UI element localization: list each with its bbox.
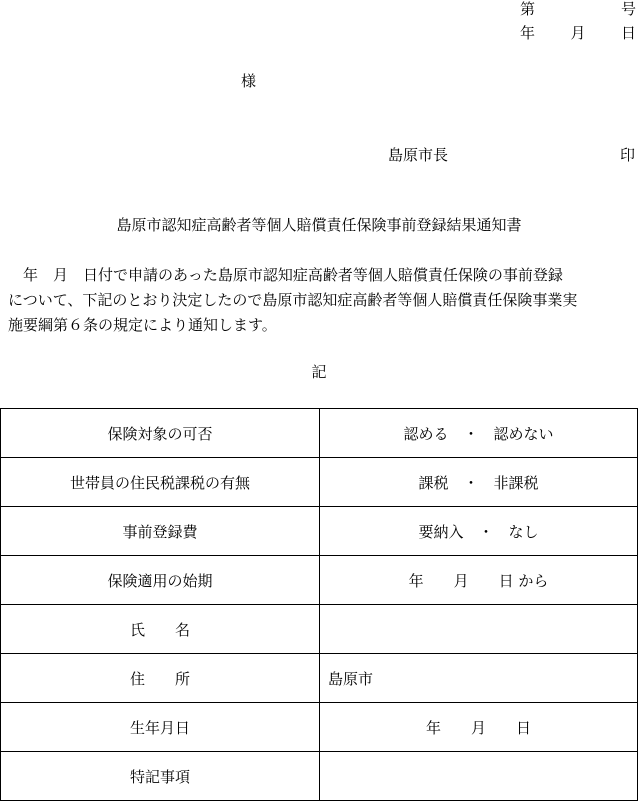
row-value: 認める ・ 認めない: [320, 409, 638, 458]
row-label: 住 所: [1, 654, 320, 703]
row-label: 事前登録費: [1, 507, 320, 556]
row-value: 要納入 ・ なし: [320, 507, 638, 556]
recipient-honorific: 様: [241, 72, 257, 90]
table-row: [1, 752, 638, 801]
date-day: 日: [620, 24, 636, 42]
number-prefix: 第: [520, 0, 536, 18]
row-value: 課税 ・ 非課税: [320, 458, 638, 507]
row-label: 世帯員の住民税課税の有無: [1, 458, 320, 507]
row-value: 年 月 日: [320, 703, 638, 752]
row-label: 生年月日: [1, 703, 320, 752]
issue-date-line: [520, 24, 636, 42]
row-label: 保険適用の始期: [1, 556, 320, 605]
table-row: [1, 507, 638, 556]
row-value: [320, 752, 638, 801]
row-value: 島原市: [320, 654, 638, 703]
table-row: [1, 605, 638, 654]
row-value: 年 月 日 から: [320, 556, 638, 605]
body-line: 年 月 日付で申請のあった島原市認知症高齢者等個人賠償責任保険の事前登録: [8, 266, 563, 284]
date-year: 年: [520, 24, 536, 42]
ki-heading: 記: [311, 363, 327, 381]
table-row: [1, 703, 638, 752]
table-row: [1, 458, 638, 507]
notice-body: [8, 263, 638, 338]
body-line: について、下記のとおり決定したので島原市認知症高齢者等個人賠償責任保険事業実: [8, 291, 578, 309]
table-row: [1, 556, 638, 605]
row-label: 氏 名: [1, 605, 320, 654]
number-suffix: 号: [620, 0, 636, 18]
document-title: 島原市認知症高齢者等個人賠償責任保険事前登録結果通知書: [116, 216, 522, 234]
table-row: [1, 409, 638, 458]
body-line: 施要綱第６条の規定により通知します。: [8, 316, 277, 334]
document-number-line: [520, 0, 636, 18]
row-label: 特記事項: [1, 752, 320, 801]
issuer-name: 島原市長: [388, 146, 449, 164]
table-row: [1, 654, 638, 703]
date-month: 月: [570, 24, 586, 42]
row-value: [320, 605, 638, 654]
row-label: 保険対象の可否: [1, 409, 320, 458]
seal-mark: 印: [620, 146, 636, 164]
result-table: [0, 408, 638, 801]
